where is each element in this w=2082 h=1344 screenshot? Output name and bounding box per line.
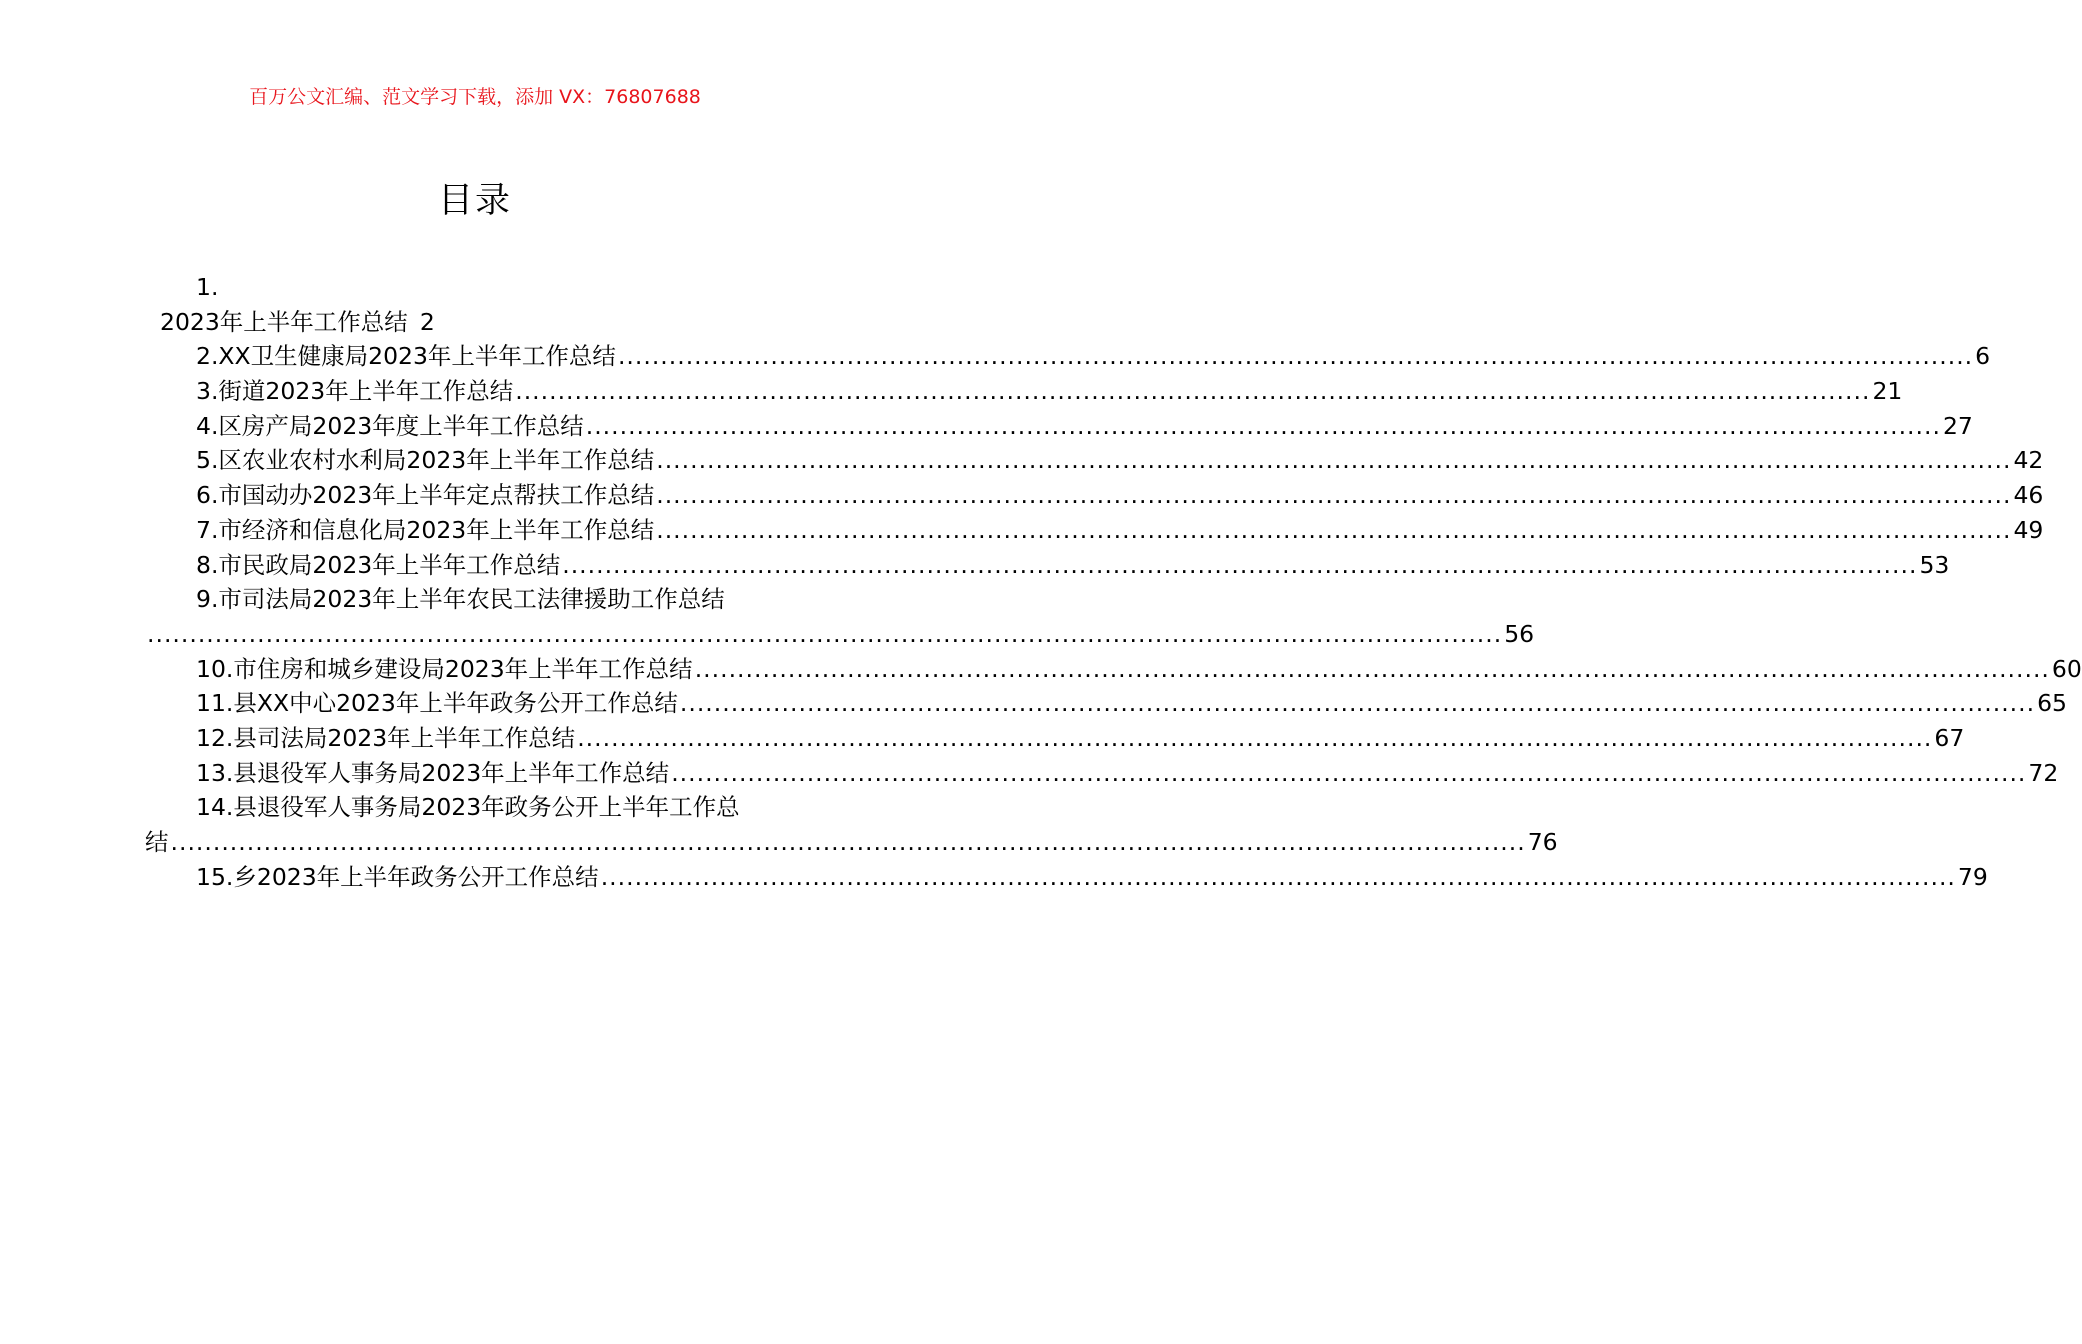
dot-leader: ................................................................................................................................................................ [671, 758, 2027, 787]
toc-entry-1-number[interactable] [145, 270, 806, 305]
toc-title: 目录 [437, 181, 512, 221]
toc-entry-title: 10.市住房和城乡建设局2023年上半年工作总结 [196, 654, 693, 683]
toc-entry-9-line2[interactable] [145, 617, 1535, 652]
toc-entry-13[interactable] [145, 756, 2059, 791]
toc-entry-title: 12.县司法局2023年上半年工作总结 [196, 723, 576, 752]
dot-leader: ................................................................................................................................................................ [694, 654, 2050, 683]
toc-entry-page: 76 [1527, 828, 1558, 856]
toc-entry-title: 6.市国动办2023年上半年定点帮扶工作总结 [196, 481, 655, 510]
toc-entry-title: 7.市经济和信息化局2023年上半年工作总结 [196, 515, 655, 544]
toc-entry-page: 79 [1957, 862, 1988, 891]
toc-entry-page: 53 [1919, 550, 1950, 579]
toc-entry-3[interactable] [145, 374, 1903, 409]
toc-entry-5[interactable] [145, 443, 2044, 478]
toc-entry-11[interactable] [145, 686, 2067, 721]
toc-entry-9-line1[interactable] [145, 582, 806, 617]
toc-entry-page: 72 [2028, 758, 2059, 787]
toc-entry-title-continued: 结 [145, 828, 169, 856]
toc-entry-2[interactable] [145, 339, 1991, 374]
toc-entry-page: 46 [2013, 481, 2044, 510]
toc-entry-title: 8.市民政局2023年上半年工作总结 [196, 550, 561, 579]
toc-entry-7[interactable] [145, 513, 2044, 548]
toc-entry-page: 56 [1504, 619, 1535, 648]
toc-entry-title: 2023年上半年工作总结 [160, 307, 408, 336]
dot-leader: ................................................................................................................................................................ [577, 723, 1933, 752]
dot-leader: ................................................................................................................................................................ [656, 446, 2012, 475]
header-banner: 百万公文汇编、范文学习下载，添加 VX：76807688 [249, 86, 701, 108]
dot-leader: ................................................................................................................................................................ [585, 411, 1941, 440]
toc-entry-8[interactable] [145, 548, 1950, 583]
toc-entry-page: 42 [2013, 446, 2044, 475]
toc-entry-page: 67 [1934, 723, 1965, 752]
toc-entry-14-line2[interactable] [145, 825, 1558, 860]
toc-entry-title: 4.区房产局2023年度上半年工作总结 [196, 411, 584, 440]
dot-leader: ................................................................................................................................................................ [656, 515, 2012, 544]
toc-entry-12[interactable] [145, 721, 1965, 756]
toc-entry-title: 11.县XX中心2023年上半年政务公开工作总结 [196, 689, 678, 718]
toc-entry-title: 2.XX卫生健康局2023年上半年工作总结 [196, 342, 616, 371]
toc-entry-page: 2 [419, 307, 435, 336]
toc-entry-4[interactable] [145, 409, 1973, 444]
toc-entry-title: 5.区农业农村水利局2023年上半年工作总结 [196, 446, 655, 475]
toc-entry-page: 27 [1942, 411, 1973, 440]
dot-leader: ................................................................................................................................................................ [617, 342, 1974, 371]
toc-entry-title: 15.乡2023年上半年政务公开工作总结 [196, 862, 599, 891]
dot-leader: ................................................................................................................................................................ [170, 828, 1526, 856]
toc-entry-title: 14.县退役军人事务局2023年政务公开上半年工作总 [196, 793, 740, 822]
dot-leader: ................................................................................................................................................................ [562, 550, 1918, 579]
toc-entry-10[interactable] [145, 652, 2082, 687]
toc-entry-number: 1. [196, 273, 219, 301]
dot-leader: ................................................................................................................................................................ [600, 862, 1956, 891]
toc-entry-title: 3.街道2023年上半年工作总结 [196, 377, 514, 406]
toc-entry-15[interactable] [145, 860, 1988, 895]
toc-entry-page: 65 [2037, 689, 2067, 718]
table-of-contents [145, 270, 2082, 894]
dot-leader: ................................................................................................................................................................ [147, 619, 1503, 648]
dot-leader: ................................................................................................................................................................ [515, 377, 1871, 406]
toc-entry-title: 13.县退役军人事务局2023年上半年工作总结 [196, 758, 670, 787]
dot-leader: ................................................................................................................................................................ [656, 481, 2012, 510]
toc-entry-title: 9.市司法局2023年上半年农民工法律援助工作总结 [196, 585, 725, 614]
toc-entry-6[interactable] [145, 478, 2044, 513]
toc-entry-page: 49 [2013, 515, 2044, 544]
toc-entry-1[interactable] [145, 305, 806, 340]
dot-leader: ................................................................................................................................................................ [679, 689, 2036, 718]
toc-entry-14-line1[interactable] [145, 790, 806, 825]
toc-entry-page: 6 [1975, 342, 1991, 371]
toc-entry-page: 21 [1872, 377, 1903, 406]
toc-entry-page: 60 [2051, 654, 2082, 683]
